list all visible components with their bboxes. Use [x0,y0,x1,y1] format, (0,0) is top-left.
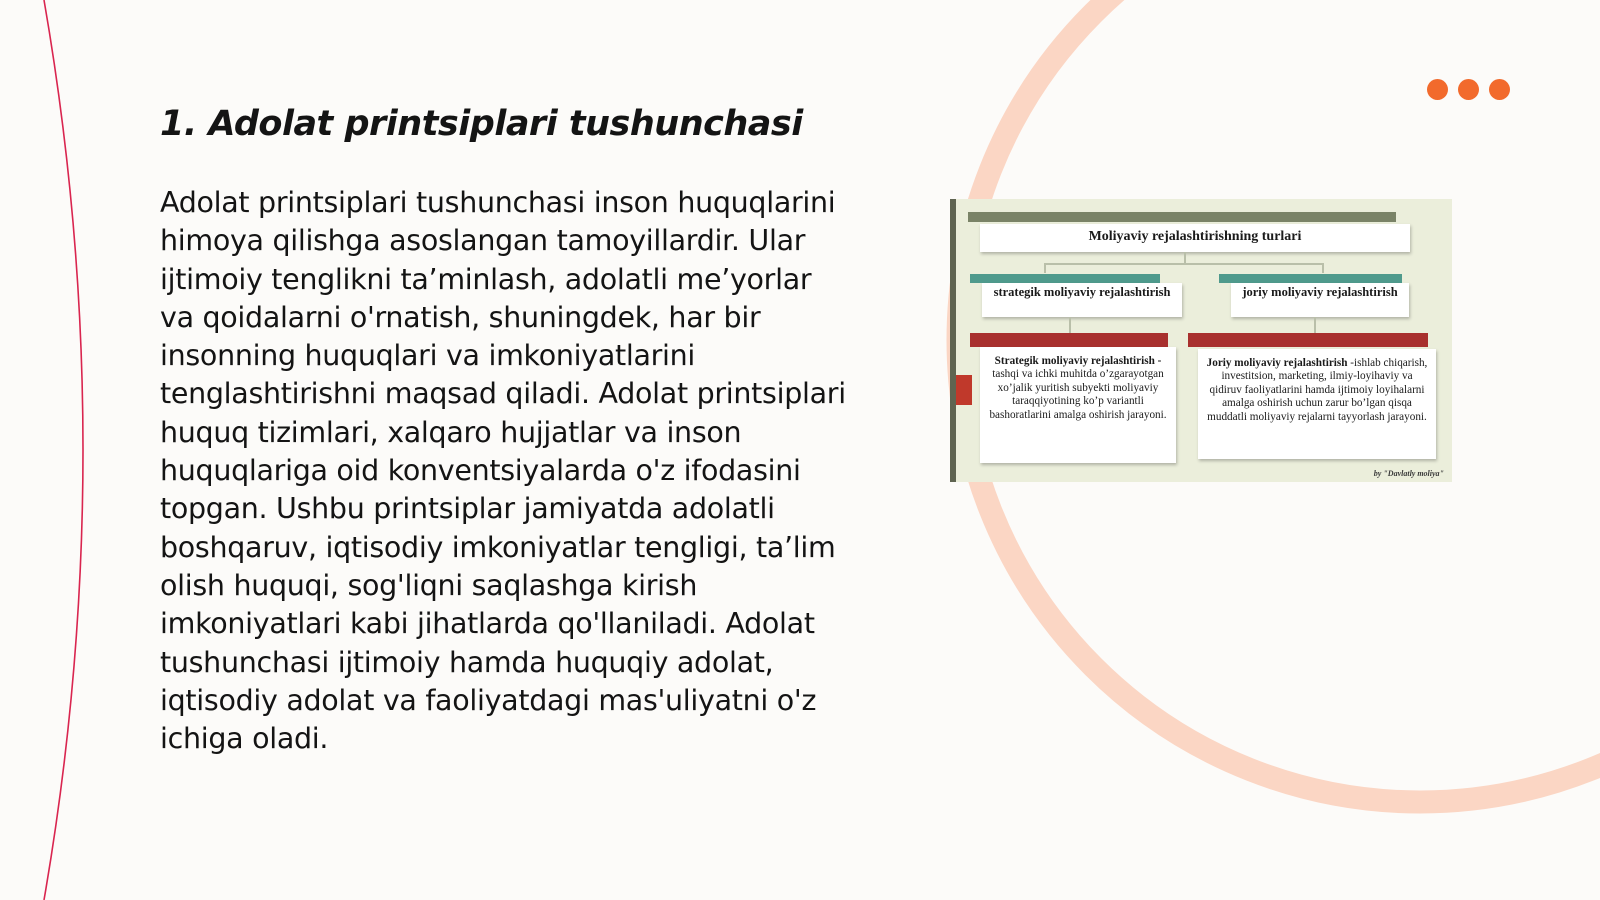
current-description-box [1198,349,1436,459]
strategic-description-box [980,347,1176,463]
diagram-signature: by "Davlatly moliya" [1373,469,1444,478]
strategic-term: Strategik moliyaviy rejalashtirish - [994,355,1162,367]
left-red-curve [44,0,83,900]
diagram-title-box: Moliyaviy rejalashtirishning turlari [980,224,1410,252]
strategic-type-box: strategik moliyaviy rejalashtirish [982,283,1182,317]
current-definition: -ishlab chiqarish, investitsion, marketing, ilmiy-loyihaviy va qidiruv faoliyatlarini hamda ijtimoiy loyihalarni amalga oshirish uchun zarur bo’lgan qisqa muddatli moliyaviy rejalarni tayyorlash jarayoni. [1207,357,1428,423]
current-type-box: joriy moliyaviy rejalashtirish [1231,283,1409,317]
current-term: Joriy moliyaviy rejalashtirish [1206,357,1348,369]
strategic-definition: tashqi va ichki muhitda o’zgarayotgan xo’jalik yuritish subyekti moliyaviy taraqqiyotining ko’p variantli bashoratlarini amalga oshirish jarayoni. [989,368,1167,421]
slide-body-text: Adolat printsiplari tushunchasi inson huquqlarini himoya qilishga asoslangan tamoyillardir. Ular ijtimoiy tenglikni ta’minlash, adolatli me’yorlar va qoidalarni o'rnatish, shuningdek, har bir insonning huquqlari va imkoniyatlarini tenglashtirishni maqsad qiladi. Adolat printsiplari huquq tizimlari, xalqaro hujjatlar va inson huquqlariga oid konventsiyalarda o'z ifodasini topgan. Ushbu printsiplar jamiyatda adolatli boshqaruv, iqtisodiy imkoniyatlar tengligi, ta’lim olish huquqi, sog'liqni saqlashga kirish imkoniyatlari kabi jihatlarda qo'llaniladi. Adolat tushunchasi ijtimoiy hamda huquqiy adolat, iqtisodiy adolat va faoliyatdagi mas'uliyatni o'z ichiga oladi. [160,186,846,756]
financial-planning-diagram [950,199,1452,482]
slide-title: 1. Adolat printsiplari tushunchasi [160,104,803,144]
